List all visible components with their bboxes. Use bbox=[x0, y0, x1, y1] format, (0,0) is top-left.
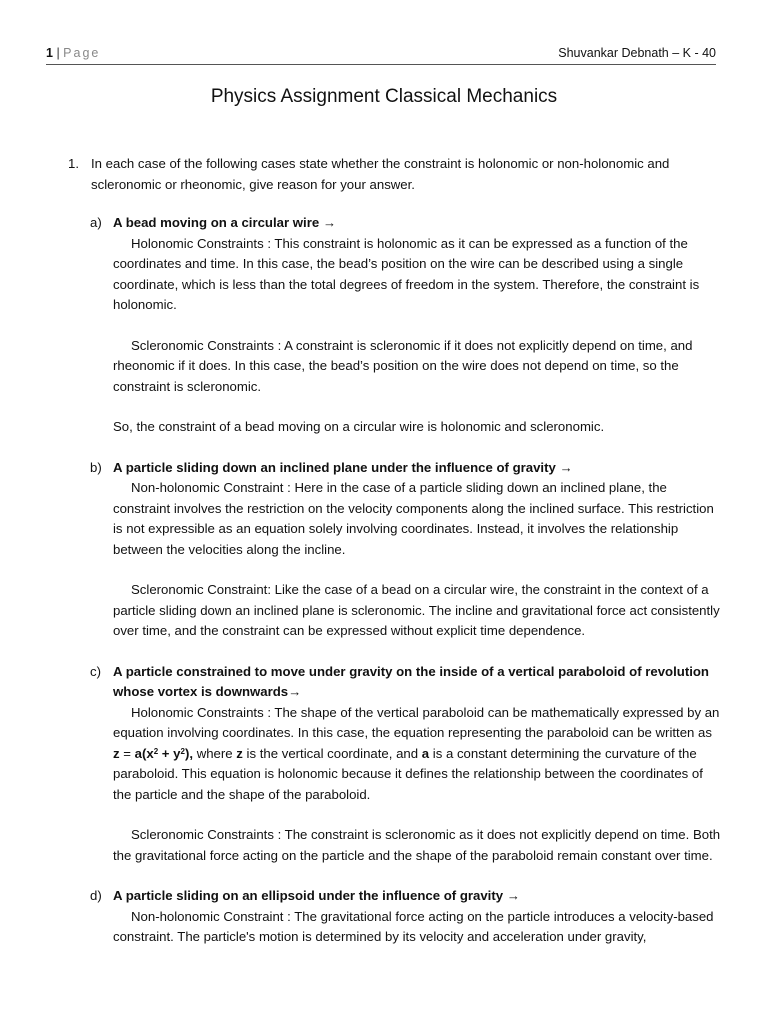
item-b bbox=[0, 458, 768, 642]
item-heading: A particle sliding down an inclined plane under the influence of gravity → bbox=[113, 459, 573, 475]
equation: z bbox=[113, 745, 120, 761]
author-label: Shuvankar Debnath – K - 40 bbox=[558, 46, 716, 60]
item-heading: A particle constrained to move under gravity on the inside of a vertical paraboloid of revolution whose vortex is downwards→ bbox=[113, 663, 709, 699]
paragraph: So, the constraint of a bead moving on a circular wire is holonomic and scleronomic. bbox=[113, 419, 605, 434]
paragraph-text: Scleronomic Constraints : The constraint is scleronomic as it does not explicitly depend on time. Both the gravitational force acting on the particle and the shape of the paraboloid remain constant over time. bbox=[113, 827, 721, 863]
item-label: a) bbox=[90, 215, 102, 230]
item-a bbox=[0, 213, 768, 438]
document-body bbox=[0, 154, 768, 968]
item-c bbox=[0, 662, 768, 867]
paragraph bbox=[113, 907, 722, 948]
paragraph-text: Scleronomic Constraint: Like the case of a bead on a circular wire, the constraint in the context of a particle sliding down an inclined plane is scleronomic. The incline and gravitational force act consistently over time, and the constraint can be expressed without explicit time dependence. bbox=[113, 582, 720, 638]
item-heading: A bead moving on a circular wire → bbox=[113, 215, 337, 230]
page-header bbox=[46, 46, 716, 65]
item-label: c) bbox=[90, 663, 101, 679]
page-word: Page bbox=[63, 46, 101, 60]
paragraph bbox=[113, 478, 722, 560]
paragraph bbox=[113, 580, 722, 642]
paragraph-text: Holonomic Constraints : This constraint is holonomic as it can be expressed as a function of the coordinates and time. In this case, the bead’s position on the wire can be described using a single coordinate, which is less than the total degrees of freedom in the system. Therefore, the constraint is holonomic. bbox=[113, 235, 700, 312]
question-number: 1. bbox=[68, 156, 79, 171]
page-number-value: 1 bbox=[46, 46, 53, 60]
question-text: In each case of the following cases state whether the constraint is holonomic or non-holonomic and scleronomic or rheonomic, give reason for your answer. bbox=[91, 156, 670, 192]
sub-items bbox=[0, 213, 768, 948]
document-title: Physics Assignment Classical Mechanics bbox=[210, 86, 558, 107]
paragraph-text: Non-holonomic Constraint : Here in the case of a particle sliding down an inclined plane, the constraint involves the restriction on the velocity components along the inclined surface. This restriction is not expressible as an equation solely involving coordinates. Instead, it involves the relationship between the velocities along the incline. bbox=[113, 480, 714, 557]
paragraph bbox=[113, 336, 722, 398]
paragraph: Holonomic Constraints : The shape of the vertical paraboloid can be mathematically expressed by an equation involving coordinates. In this case, the equation representing the paraboloid can be written as $z = a(x^2 + y^2)$, where z is the vertical coordinate, and a is a constant determining the curvature of the paraboloid. This equation is holonomic because it defines the relationship between the coordinates of the particle and the shape of the paraboloid. bbox=[113, 704, 720, 802]
page-separator: | bbox=[56, 46, 60, 60]
page-number bbox=[46, 46, 100, 60]
item-d bbox=[0, 886, 768, 948]
question-1 bbox=[0, 154, 768, 195]
paragraph bbox=[113, 234, 722, 316]
paragraph-text: Non-holonomic Constraint : The gravitational force acting on the particle introduces a velocity-based constraint. The particle's motion is determined by its velocity and acceleration under gravity, bbox=[113, 908, 714, 944]
item-label: b) bbox=[90, 459, 102, 475]
paragraph bbox=[113, 825, 722, 866]
item-label: d) bbox=[90, 888, 102, 903]
equation-rhs: $a(x^2 + y^2)$, bbox=[134, 745, 194, 761]
item-heading: A particle sliding on an ellipsoid under the influence of gravity → bbox=[113, 888, 520, 903]
paragraph-text: Scleronomic Constraints : A constraint is scleronomic if it does not explicitly depend on time, and rheonomic if it does. In this case, the bead’s position on the wire does not depend on time, so the constraint is scleronomic. bbox=[113, 337, 693, 394]
